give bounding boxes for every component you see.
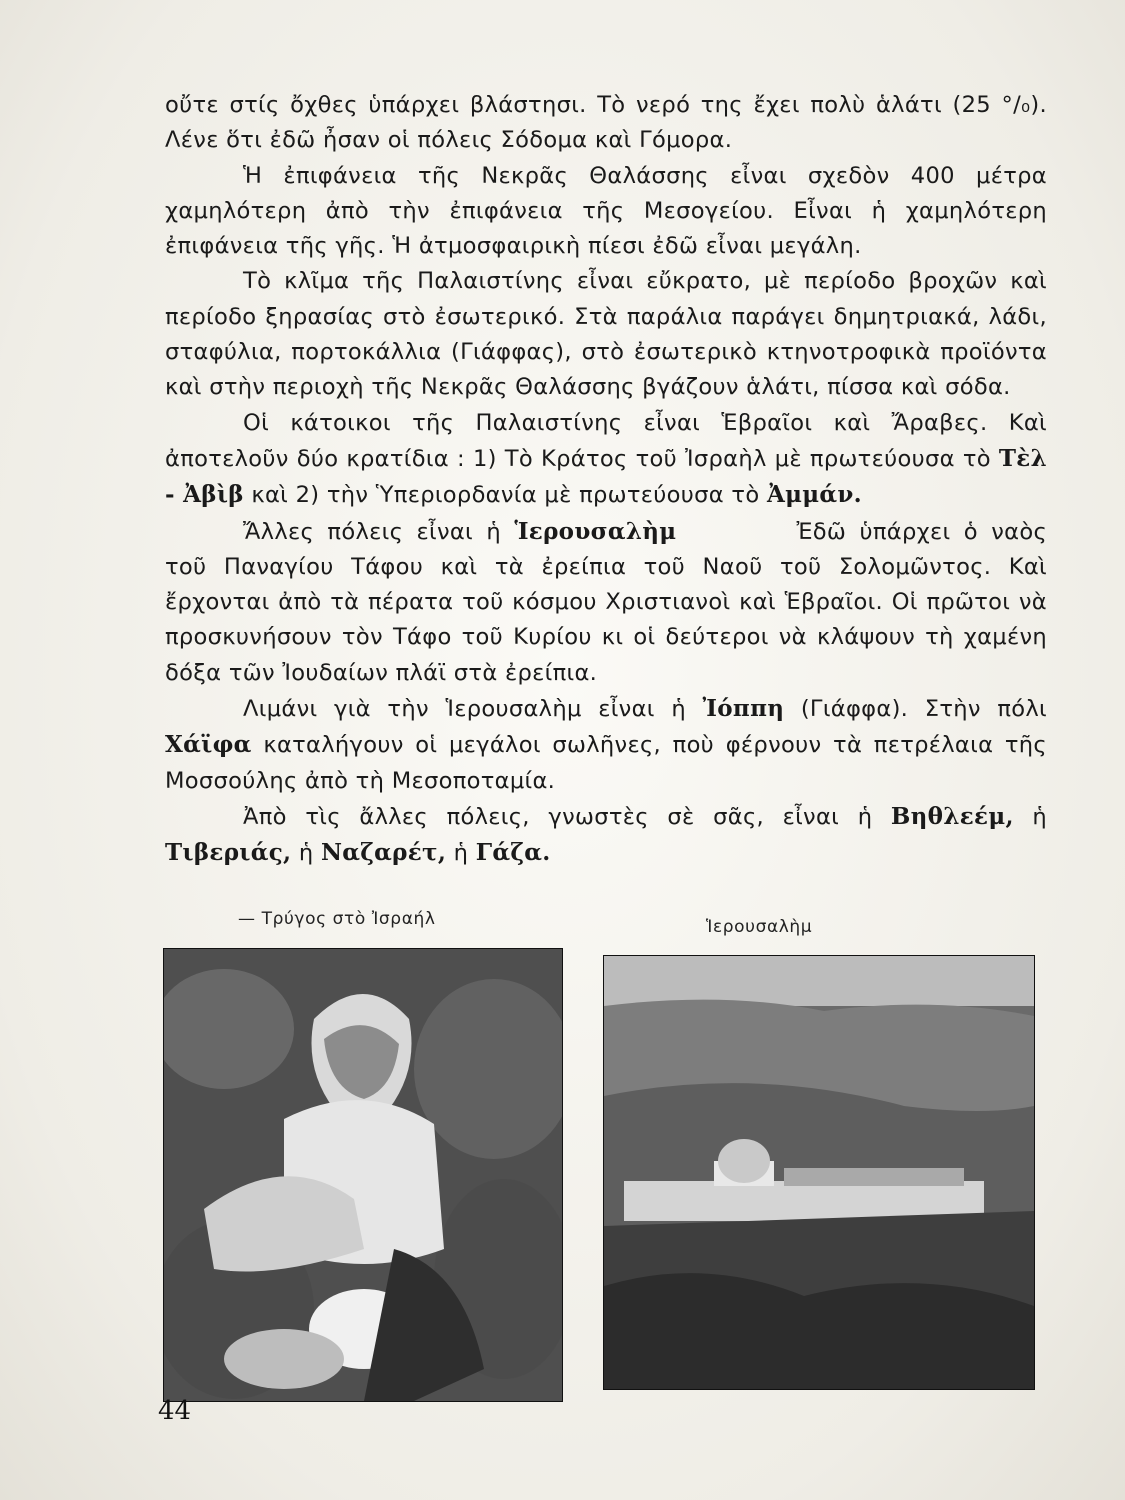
paragraph [165, 691, 1047, 799]
place-name: Γάζα. [475, 839, 551, 867]
paragraph-text: (Γιάφφα). Στὴν πόλι [784, 696, 1047, 723]
paragraph-text: Τὸ κλῖμα τῆς Παλαιστίνης εἶναι εὔκρατο, μὲ περίοδο βροχῶν καὶ περίοδο ξηρασίας στὸ ἐσωτερικό. Στὰ παράλια παράγει δημητριακά, λάδι, σταφύλια, πορτοκάλλια (Γιάφφας), στὸ ἐσωτερικὸ κτηνοτροφικὰ προϊόντα καὶ στὴν περιοχὴ τῆς Νεκρᾶς Θαλάσσης βγάζουν ἁλάτι, πίσσα καὶ σόδα. [165, 268, 1047, 401]
paragraph-text: ἡ [1013, 803, 1047, 830]
paragraph-text: Ἄλλες πόλεις εἶναι ἡ [243, 518, 515, 545]
paragraph-text: ἡ [291, 840, 321, 867]
paragraph-text: ἡ [446, 840, 476, 867]
place-name: Ἀμμάν. [766, 481, 862, 509]
place-name: Βηθλεέμ, [890, 802, 1014, 830]
photo-jerusalem [603, 955, 1035, 1390]
paragraph [165, 799, 1047, 872]
place-name: Ἰόππη [702, 695, 785, 723]
paragraph [165, 264, 1047, 405]
place-name: Τὲλ - Ἀβὶβ [165, 444, 1047, 509]
photo-grape-harvest [163, 948, 563, 1402]
paragraph-text: Ἐδῶ ὑπάρχει ὁ ναὸς τοῦ Παναγίου Τάφου καὶ τὰ ἐρείπια τοῦ Ναοῦ τοῦ Σολομῶντος. Καὶ ἔρχονται ἀπὸ τὰ πέρατα τοῦ κόσμου Χριστιανοὶ καὶ Ἑβραῖοι. Οἱ πρῶτοι νὰ προσκυνήσουν τὸν Τάφο τοῦ Κυρίου κι οἱ δεύτεροι νὰ κλάψουν τὴ χαμένη δόξα τῶν Ἰουδαίων πλάϊ στὰ ἐρείπια. [165, 518, 1048, 686]
photo-jerusalem-illustration [604, 956, 1034, 1389]
paragraph-text: καταλήγουν οἱ μεγάλοι σωλῆνες, ποὺ φέρνουν τὰ πετρέλαια τῆς Μοσσούλης ἀπὸ τὴ Μεσοποταμία. [165, 732, 1047, 794]
place-name: Τιβεριάς, [165, 839, 292, 867]
paragraph-text: Λιμάνι γιὰ τὴν Ἱερουσαλὴμ εἶναι ἡ [243, 696, 703, 723]
paragraph-text: Οἱ κάτοικοι τῆς Παλαιστίνης εἶναι Ἑβραῖοι καὶ Ἄραβες. Καὶ ἀποτελοῦν δύο κρατίδια : 1) Τὸ Κράτος τοῦ Ἰσραὴλ μὲ πρωτεύουσα τὸ [165, 409, 1047, 472]
photo-caption-left: — Τρύγος στὸ Ἰσραήλ [238, 909, 436, 929]
paragraph-text: Ἀπὸ τὶς ἄλλες πόλεις, γνωστὲς σὲ σᾶς, εἶναι ἡ [243, 803, 891, 830]
paragraph-text: οὔτε στίς ὄχθες ὑπάρχει βλάστησι. Τὸ νερό της ἔχει πολὺ ἁλάτι (25 °/₀). Λένε ὅτι ἐδῶ ἦσαν οἱ πόλεις Σόδομα καὶ Γόμορα. [165, 92, 1047, 154]
paragraph-text: καὶ 2) τὴν Ὑπεριορδανία μὲ πρωτεύουσα τὸ [243, 482, 767, 509]
photo-grape-harvest-illustration [164, 949, 562, 1401]
paragraph-text: Ἡ ἐπιφάνεια τῆς Νεκρᾶς Θαλάσσης εἶναι σχεδὸν 400 μέτρα χαμηλότερη ἀπὸ τὴν ἐπιφάνεια τῆς Μεσογείου. Εἶναι ἡ χαμηλότερη ἐπιφάνεια τῆς γῆς. Ἡ ἀτμοσφαιρικὴ πίεσι ἐδῶ εἶναι μεγάλη. [165, 162, 1047, 260]
place-name: Ἱερουσαλὴμ [514, 517, 677, 545]
paragraph [165, 159, 1047, 265]
paragraph [165, 88, 1047, 159]
paragraph [165, 406, 1047, 514]
place-name: Χάϊφα [165, 731, 252, 759]
place-name: Ναζαρέτ, [320, 839, 447, 867]
body-text [165, 88, 1047, 872]
photo-caption-right: Ἱερουσαλὴμ [706, 917, 813, 937]
paragraph [165, 514, 1047, 691]
page-number: 44 [158, 1396, 192, 1426]
